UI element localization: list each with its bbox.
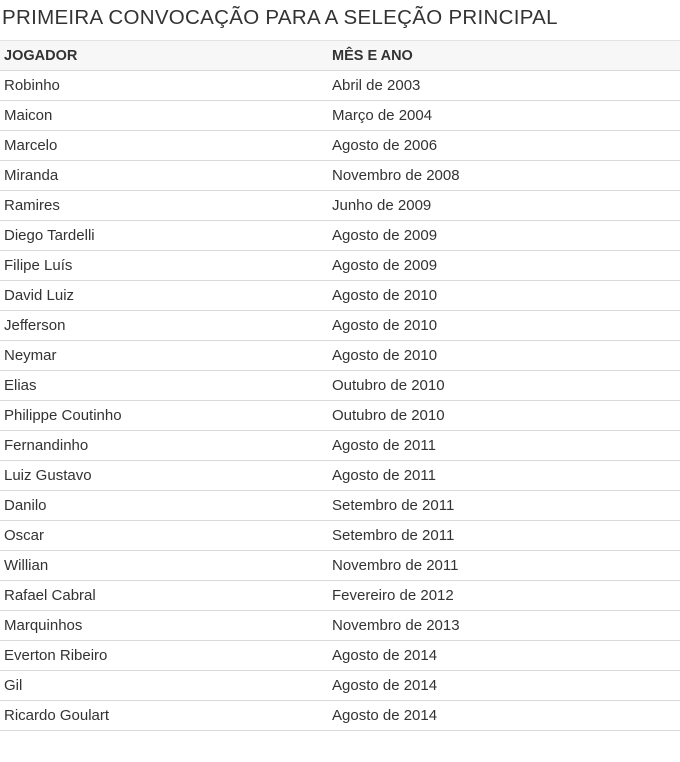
table-row — [0, 461, 680, 491]
call-up-date-cell: Novembro de 2008 — [332, 167, 460, 184]
table-row — [0, 161, 680, 191]
player-name-cell: Marquinhos — [4, 617, 83, 634]
table-row — [0, 71, 680, 101]
call-up-date-cell: Fevereiro de 2012 — [332, 587, 454, 604]
call-up-date-cell: Agosto de 2014 — [332, 647, 438, 664]
table-row — [0, 551, 680, 581]
player-name-cell: Marcelo — [4, 137, 58, 154]
player-name-cell: Fernandinho — [4, 437, 89, 454]
call-up-date-cell: Novembro de 2011 — [332, 557, 459, 574]
call-up-date-cell: Abril de 2003 — [332, 77, 421, 94]
call-up-date-cell: Setembro de 2011 — [332, 527, 455, 544]
player-name-cell: Ramires — [4, 197, 60, 214]
player-name-cell: Luiz Gustavo — [4, 467, 92, 484]
table-row — [0, 611, 680, 641]
call-up-date-cell: Agosto de 2010 — [332, 347, 438, 364]
table-row — [0, 341, 680, 371]
player-name-cell: David Luiz — [4, 287, 75, 304]
table-row — [0, 701, 680, 731]
call-up-date-cell: Março de 2004 — [332, 107, 433, 124]
player-name-cell: Miranda — [4, 167, 59, 184]
table-row — [0, 641, 680, 671]
player-name-cell: Ricardo Goulart — [4, 707, 110, 724]
player-name-cell: Philippe Coutinho — [4, 407, 122, 424]
player-name-cell: Gil — [4, 677, 23, 694]
column-header-date: MÊS E ANO — [332, 47, 413, 64]
table-row — [0, 491, 680, 521]
table-row — [0, 671, 680, 701]
call-up-date-cell: Outubro de 2010 — [332, 407, 445, 424]
table-row — [0, 581, 680, 611]
table-row — [0, 521, 680, 551]
call-up-date-cell: Agosto de 2009 — [332, 257, 438, 274]
player-name-cell: Maicon — [4, 107, 53, 124]
table-row — [0, 131, 680, 161]
player-name-cell: Neymar — [4, 347, 57, 364]
call-up-date-cell: Agosto de 2010 — [332, 317, 438, 334]
call-up-date-cell: Junho de 2009 — [332, 197, 432, 214]
call-up-date-cell: Agosto de 2014 — [332, 707, 438, 724]
page-title: PRIMEIRA CONVOCAÇÃO PARA A SELEÇÃO PRINCIPAL — [2, 6, 558, 29]
convocation-table — [0, 40, 680, 731]
column-header-player: JOGADOR — [4, 47, 78, 64]
table-row — [0, 221, 680, 251]
table-row — [0, 311, 680, 341]
player-name-cell: Everton Ribeiro — [4, 647, 108, 664]
table-header-row — [0, 40, 680, 71]
table-row — [0, 401, 680, 431]
table-row — [0, 371, 680, 401]
call-up-date-cell: Agosto de 2011 — [332, 467, 436, 484]
table-row — [0, 191, 680, 221]
call-up-date-cell: Agosto de 2010 — [332, 287, 438, 304]
player-name-cell: Diego Tardelli — [4, 227, 95, 244]
table-body — [0, 71, 680, 731]
call-up-date-cell: Outubro de 2010 — [332, 377, 445, 394]
player-name-cell: Danilo — [4, 497, 47, 514]
player-name-cell: Rafael Cabral — [4, 587, 96, 604]
player-name-cell: Elias — [4, 377, 37, 394]
call-up-date-cell: Setembro de 2011 — [332, 497, 455, 514]
table-row — [0, 431, 680, 461]
table-row — [0, 251, 680, 281]
call-up-date-cell: Agosto de 2006 — [332, 137, 438, 154]
player-name-cell: Robinho — [4, 77, 60, 94]
player-name-cell: Jefferson — [4, 317, 66, 334]
call-up-date-cell: Agosto de 2011 — [332, 437, 436, 454]
call-up-date-cell: Novembro de 2013 — [332, 617, 460, 634]
player-name-cell: Filipe Luís — [4, 257, 73, 274]
player-name-cell: Willian — [4, 557, 49, 574]
table-row — [0, 101, 680, 131]
player-name-cell: Oscar — [4, 527, 45, 544]
call-up-date-cell: Agosto de 2009 — [332, 227, 438, 244]
call-up-date-cell: Agosto de 2014 — [332, 677, 438, 694]
table-row — [0, 281, 680, 311]
